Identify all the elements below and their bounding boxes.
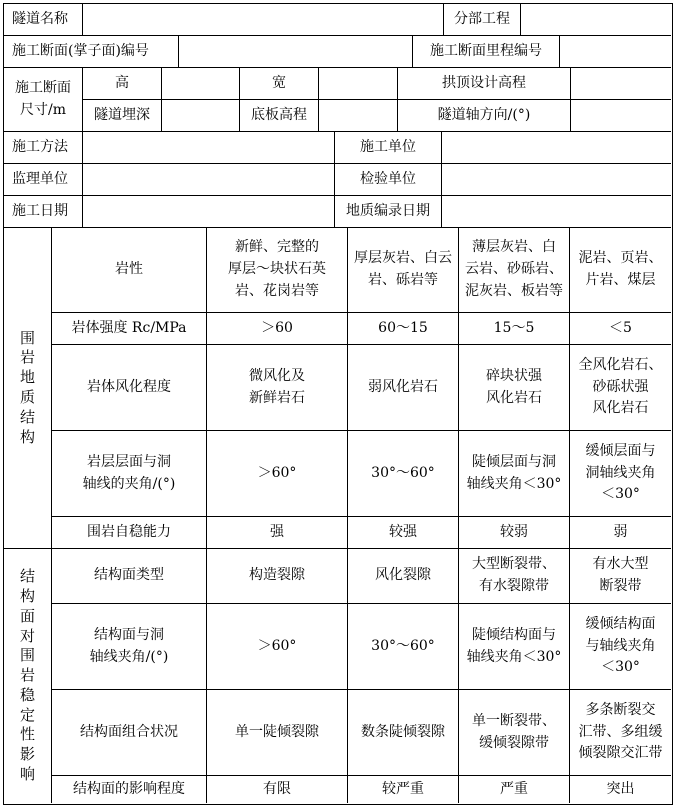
plane-combination-grade-1: 单一陡倾裂隙 [207,690,348,775]
construction-unit-field[interactable] [442,132,671,163]
construction-unit-label: 施工单位 [335,132,442,163]
weathering-grade-4: 全风化岩石、 砂砾状强 风化岩石 [578,356,663,417]
construction-date-label: 施工日期 [4,196,83,227]
plane-angle-grade-2: 30°～60° [348,604,459,689]
method-field[interactable] [83,132,335,163]
plane-angle-grade-3: 陡倾结构面与 轴线夹角＜30° [459,604,570,689]
sub-project-label: 分部工程 [444,4,521,35]
plane-combination-label: 结构面组合状况 [52,690,207,775]
weathering-label: 岩体风化程度 [52,345,207,430]
tunnel-name-field[interactable] [83,4,444,35]
weathering-grade-1: 微风化及 新鲜岩石 [207,345,348,430]
influence-degree-grade-2: 较严重 [348,776,459,803]
supervision-label: 监理单位 [4,164,83,195]
influence-degree-grade-3: 严重 [459,776,570,803]
weathering-grade-3: 碎块状强 风化岩石 [459,345,570,430]
rock-strength-label: 岩体强度 Rc/MPa [52,313,207,344]
tunnel-name-label: 隧道名称 [4,4,83,35]
row-section-number [4,36,671,68]
plane-angle-label: 结构面与洞 轴线夹角/(°) [52,604,207,689]
lithology-grade-4: 泥岩、页岩、 片岩、煤层 [578,250,663,288]
plane-type-grade-2: 风化裂隙 [348,549,459,603]
bedding-angle-grade-1: ＞60° [207,431,348,516]
row-tunnel-name [4,4,671,36]
rock-strength-grade-2: 60～15 [348,313,459,344]
influence-degree-grade-4: 突出 [606,780,635,797]
row-section-size [4,68,671,132]
self-stability-label: 围岩自稳能力 [52,517,207,548]
plane-type-label: 结构面类型 [52,549,207,603]
height-label: 高 [83,68,162,99]
burial-depth-label: 隧道埋深 [83,100,162,131]
bedding-angle-label: 岩层层面与洞 轴线的夹角/(°) [52,431,207,516]
lithology-grade-1: 新鲜、完整的 厚层～块状石英 岩、花岗岩等 [207,228,348,312]
bedding-angle-grade-3: 陡倾层面与洞 轴线夹角＜30° [459,431,570,516]
bedding-angle-grade-4: 缓倾层面与 洞轴线夹角 ＜30° [585,442,656,503]
plane-combination-grade-3: 单一断裂带、 缓倾裂隙带 [459,690,570,775]
lithology-grade-3: 薄层灰岩、白 云岩、砂砾岩、 泥灰岩、板岩等 [459,228,570,312]
section-rock-structure [4,228,671,549]
vault-elevation-field[interactable] [571,68,671,99]
width-label: 宽 [240,68,319,99]
plane-type-grade-4: 有水大型 断裂带 [592,556,649,594]
inspection-unit-field[interactable] [442,164,671,195]
height-field[interactable] [162,68,240,99]
section-mileage-label: 施工断面里程编号 [413,36,560,67]
plane-type-grade-3: 大型断裂带、 有水裂隙带 [459,549,570,603]
rock-strength-grade-4: ＜5 [609,319,632,336]
section-mileage-field[interactable] [560,36,671,67]
vault-elevation-label: 拱顶设计高程 [398,68,571,99]
width-field[interactable] [319,68,398,99]
row-method [4,132,671,164]
section-number-label: 施工断面(掌子面)编号 [4,36,179,67]
influence-degree-label: 结构面的影响程度 [52,776,207,803]
row-supervision [4,164,671,196]
section-structural-plane [4,549,671,803]
sub-project-field[interactable] [521,4,671,35]
section-rock-structure-title: 围 岩 地 质 结 构 [4,228,52,548]
plane-angle-grade-1: ＞60° [207,604,348,689]
plane-combination-grade-2: 数条陡倾裂隙 [348,690,459,775]
bedding-angle-grade-2: 30°～60° [348,431,459,516]
self-stability-grade-2: 较强 [348,517,459,548]
construction-date-field[interactable] [83,196,335,227]
rock-strength-grade-3: 15～5 [459,313,570,344]
plane-angle-grade-4: 缓倾结构面 与轴线夹角 ＜30° [585,615,656,676]
section-structural-plane-title: 结 构 面 对 围 岩 稳 定 性 影 响 [4,549,52,803]
floor-elevation-label: 底板高程 [240,100,319,131]
record-date-label: 地质编录日期 [335,196,442,227]
lithology-label: 岩性 [52,228,207,312]
lithology-grade-2: 厚层灰岩、白云 岩、砾岩等 [348,228,459,312]
self-stability-grade-1: 强 [207,517,348,548]
section-number-field[interactable] [179,36,413,67]
influence-degree-grade-1: 有限 [207,776,348,803]
burial-depth-field[interactable] [162,100,240,131]
geological-record-form [3,3,673,805]
axis-direction-label: 隧道轴方向/(°) [398,100,571,131]
self-stability-grade-4: 弱 [613,523,628,540]
plane-combination-grade-4: 多条断裂交 汇带、多组缓 倾裂隙交汇带 [578,701,663,762]
supervision-field[interactable] [83,164,335,195]
row-dates [4,196,671,228]
weathering-grade-2: 弱风化岩石 [348,345,459,430]
section-size-label: 施工断面 尺寸/m [4,68,83,131]
rock-strength-grade-1: ＞60 [207,313,348,344]
inspection-unit-label: 检验单位 [335,164,442,195]
self-stability-grade-3: 较弱 [459,517,570,548]
method-label: 施工方法 [4,132,83,163]
floor-elevation-field[interactable] [319,100,398,131]
record-date-field[interactable] [442,196,671,227]
plane-type-grade-1: 构造裂隙 [207,549,348,603]
axis-direction-field[interactable] [571,100,671,131]
